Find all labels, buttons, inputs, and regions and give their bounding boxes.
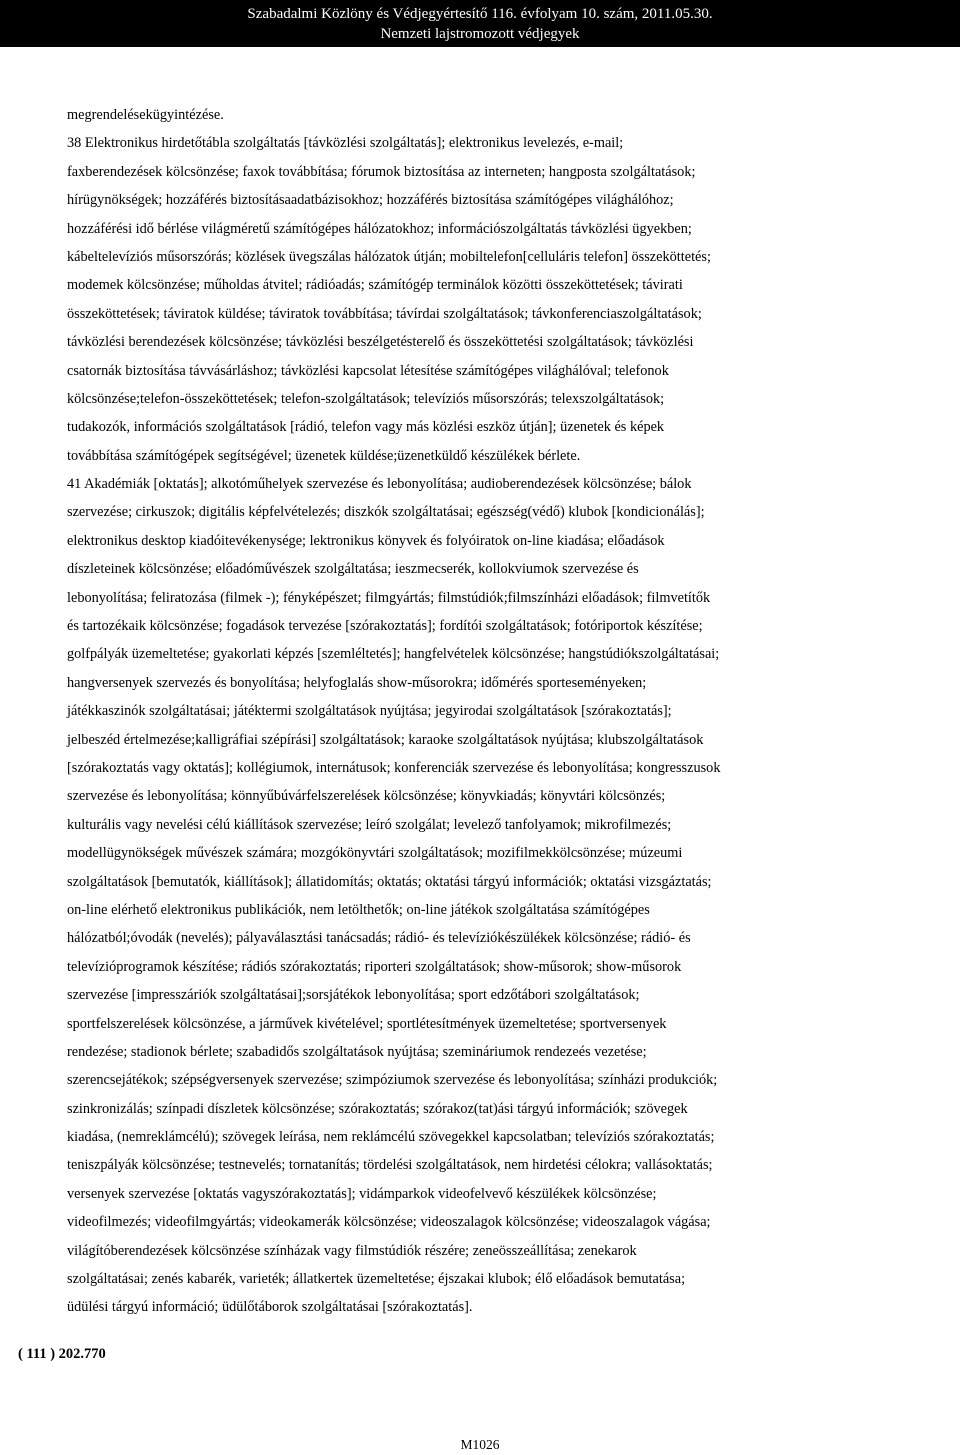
text-line: elektronikus desktop kiadóitevékenysége; lektronikus könyvek és folyóiratok on-line kiadása; előadások <box>67 532 665 549</box>
text-line: kölcsönzése;telefon-összeköttetések; telefon-szolgáltatások; televíziós műsorszórás; telexszolgáltatások; <box>67 390 665 407</box>
text-line: jelbeszéd értelmezése;kalligráfiai szépírási] szolgáltatások; karaoke szolgáltatások nyújtása; klubszolgáltatások <box>67 731 704 748</box>
journal-title: Szabadalmi Közlöny és Védjegyértesítő 116. évfolyam 10. szám, 2011.05.30. <box>247 6 713 22</box>
text-line: szerencsejátékok; szépségversenyek szervezése; szimpóziumok szervezése és lebonyolítása; színházi produkciók; <box>67 1072 718 1089</box>
text-line: szervezése [impresszáriók szolgáltatásai];sorsjátékok lebonyolítása; sport edzőtábori szolgáltatások; <box>67 987 640 1004</box>
text-line: modemek kölcsönzése; műholdas átvitel; rádióadás; számítógép terminálok közötti összeköttetések; távirati <box>67 277 683 294</box>
text-line: kulturális vagy nevelési célú kiállítások szervezése; leíró szolgálat; levelező tanfolyamok; mikrofilmezés; <box>67 816 672 833</box>
text-line: on-line elérhető elektronikus publikációk, nem letölthetők; on-line játékok szolgáltatása számítógépes <box>67 901 650 918</box>
text-line: világítóberendezések kölcsönzése színházak vagy filmstúdiók részére; zeneösszeállítása; zenekarok <box>67 1242 637 1259</box>
text-line: versenyek szervezése [oktatás vagyszórakoztatás]; vidámparkok videofelvevő készülékek kölcsönzése; <box>67 1185 657 1202</box>
text-line: szervezése és lebonyolítása; könnyűbúvárfelszerelések kölcsönzése; könyvkiadás; könyvtári kölcsönzés; <box>67 788 666 805</box>
page-header <box>0 0 960 47</box>
text-line: csatornák biztosítása távvásárláshoz; távközlési kapcsolat létesítése számítógépes világhálóval; telefonok <box>67 362 669 379</box>
text-line: rendezése; stadionok bérlete; szabadidős szolgáltatások nyújtása; szemináriumok rendezeés vezetése; <box>67 1043 647 1060</box>
text-line: távközlési berendezések kölcsönzése; távközlési beszélgetésterelő és összeköttetési szolgáltatások; távközlési <box>67 334 694 351</box>
text-line: díszleteinek kölcsönzése; előadóművészek szolgáltatása; ieszmecserék, kollokviumok szervezése és <box>67 561 639 578</box>
text-line: hírügynökségek; hozzáférés biztosításaadatbázisokhoz; hozzáférés biztosítása számítógépes világhálóhoz; <box>67 192 674 209</box>
text-line: összeköttetések; táviratok küldése; táviratok továbbítása; távírdai szolgáltatások; távkonferenciaszolgáltatások; <box>67 305 702 322</box>
text-line: sportfelszerelések kölcsönzése, a járművek kivételével; sportlétesítmények üzemeltetése; sportversenyek <box>67 1015 667 1032</box>
text-line: videofilmezés; videofilmgyártás; videokamerák kölcsönzése; videoszalagok kölcsönzése; videoszalagok vágása; <box>67 1214 711 1231</box>
text-line: szinkronizálás; színpadi díszletek kölcsönzése; szórakoztatás; szórakoz(tat)ási tárgyú információk; szövegek <box>67 1100 688 1117</box>
text-line: teniszpályák kölcsönzése; testnevelés; tornatanítás; tördelési szolgáltatások, nem hirdetési célokra; vallásoktatás; <box>67 1157 713 1174</box>
text-line: és tartozékaik kölcsönzése; fogadások tervezése [szórakoztatás]; fordítói szolgáltatások; fotóriportok készítése; <box>67 618 703 635</box>
text-line: kábeltelevíziós műsorszórás; közlések üvegszálas hálózatok útján; mobiltelefon[celluláris telefon] összeköttetés; <box>67 248 711 265</box>
text-line: golfpályák üzemeltetése; gyakorlati képzés [szemléltetés]; hangfelvételek kölcsönzése; hangstúdiókszolgáltatásai; <box>67 646 720 663</box>
text-line: [szórakoztatás vagy oktatás]; kollégiumok, internátusok; konferenciák szervezése és lebonyolítása; kongresszusok <box>67 759 721 776</box>
text-line: 41 Akadémiák [oktatás]; alkotóműhelyek szervezése és lebonyolítása; audioberendezések kölcsönzése; bálok <box>67 476 692 493</box>
text-line: hozzáférési idő bérlése világméretű számítógépes hálózatokhoz; információszolgáltatás távközlési ügyekben; <box>67 220 692 237</box>
text-line: lebonyolítása; feliratozása (filmek -); fényképészet; filmgyártás; filmstúdiók;filmszínházi előadások; filmvetítők <box>67 589 711 606</box>
text-line: továbbítása számítógépek segítségével; üzenetek küldése;üzenetküldő készülékek bérlete. <box>67 447 581 464</box>
page-number: M1026 <box>460 1437 500 1452</box>
text-line: modellügynökségek művészek számára; mozgókönyvtári szolgáltatások; mozifilmekkölcsönzése; múzeumi <box>67 845 683 862</box>
text-line: faxberendezések kölcsönzése; faxok továbbítása; fórumok biztosítása az interneten; hangposta szolgáltatások; <box>67 163 696 180</box>
registration-number: ( 111 ) 202.770 <box>18 1346 106 1362</box>
text-line: televízióprogramok készítése; rádiós szórakoztatás; riporteri szolgáltatások; show-műsorok; show-műsorok <box>67 958 682 975</box>
text-line: hálózatból;óvodák (nevelés); pályaválasztási tanácsadás; rádió- és televíziókészülékek kölcsönzése; rádió- és <box>67 930 691 947</box>
text-line: kiadása, (nemreklámcélú); szövegek leírása, nem reklámcélú szövegekkel kapcsolatban; televíziós szórakoztatás; <box>67 1129 715 1146</box>
trademark-goods-services-text <box>67 101 899 1322</box>
section-title: Nemzeti lajstromozott védjegyek <box>380 26 580 42</box>
text-line: megrendelésekügyintézése. <box>67 107 224 123</box>
text-line: 38 Elektronikus hirdetőtábla szolgáltatás [távközlési szolgáltatás]; elektronikus levelezés, e-mail; <box>67 135 624 152</box>
text-line: szolgáltatások [bemutatók, kiállítások]; állatidomítás; oktatás; oktatási tárgyú információk; oktatási vizsgáztatás; <box>67 873 712 890</box>
text-line: játékkaszinók szolgáltatásai; játéktermi szolgáltatások nyújtása; jegyirodai szolgáltatások [szórakoztatás]; <box>67 703 672 720</box>
text-line: tudakozók, információs szolgáltatások [rádió, telefon vagy más közlési eszköz útján]; üzenetek és képek <box>67 419 665 436</box>
text-line: szervezése; cirkuszok; digitális képfelvételezés; diszkók szolgáltatásai; egészség(védő) klubok [kondicionálás]; <box>67 504 705 521</box>
text-line: hangversenyek szervezés és bonyolítása; helyfoglalás show-műsorokra; időmérés sporteseményeken; <box>67 674 647 691</box>
text-line: szolgáltatásai; zenés kabarék, varieték; állatkertek üzemeltetése; éjszakai klubok; élő előadások bemutatása; <box>67 1271 686 1288</box>
text-line: üdülési tárgyú információ; üdülőtáborok szolgáltatásai [szórakoztatás]. <box>67 1299 473 1316</box>
